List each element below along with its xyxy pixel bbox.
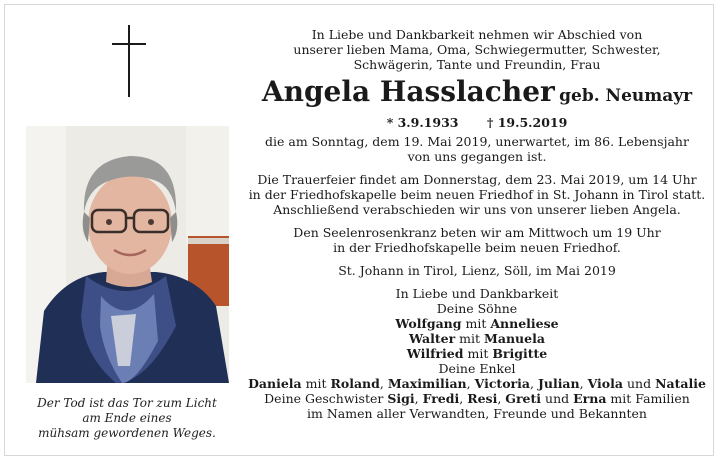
photo-caption	[18, 396, 236, 441]
und-word: und	[545, 391, 570, 406]
mit-word: mit	[305, 376, 327, 391]
grandchild-name: Julian	[537, 376, 580, 391]
sibling-name: Fredi	[422, 391, 460, 406]
closing-line: im Namen aller Verwandten, Freunde und Bekannten	[307, 406, 647, 421]
portrait-photo	[26, 126, 229, 383]
deceased-name	[248, 74, 706, 115]
mourners-opening: In Liebe und Dankbarkeit	[395, 286, 559, 301]
son-name: Wolfgang	[395, 316, 462, 331]
sibling-name: Resi	[467, 391, 498, 406]
siblings-suffix: mit Familien	[610, 391, 690, 406]
son-name: Wilfried	[406, 346, 464, 361]
funeral-line: Die Trauerfeier findet am Donnerstag, dem 23. Mai 2019, um 14 Uhr	[257, 172, 697, 187]
son-line	[248, 331, 706, 346]
intro-line: In Liebe und Dankbarkeit nehmen wir Abschied von	[311, 27, 643, 42]
intro-line: Schwägerin, Tante und Freundin, Frau	[353, 57, 601, 72]
funeral-line: Anschließend verabschieden wir uns von unserer lieben Angela.	[273, 202, 681, 217]
notice-text	[248, 27, 706, 421]
life-dates	[248, 115, 706, 130]
funeral-line: in der Friedhofskapelle beim neuen Friedhof in St. Johann in Tirol statt.	[248, 187, 706, 202]
grandchild-name: Victoria	[474, 376, 530, 391]
grandchild-name: Viola	[587, 376, 623, 391]
siblings-line: Deine Geschwister Sigi, Fredi, Resi, Greti und Erna mit Familien	[264, 391, 690, 406]
death-notice-line: von uns gegangen ist.	[407, 149, 547, 164]
und-word: und	[626, 376, 652, 391]
mit-word: mit	[467, 346, 489, 361]
cross-icon	[112, 25, 146, 97]
name-suffix: geb. Neumayr	[559, 86, 693, 106]
son-name: Walter	[409, 331, 456, 346]
grandchildren-line: Daniela mit Roland, Maximilian, Victoria, Julian, Viola und Natalie	[248, 376, 706, 391]
rosary-line: Den Seelenrosenkranz beten wir am Mittwoch um 19 Uhr	[293, 225, 661, 240]
caption-line: am Ende eines	[82, 411, 172, 425]
sons-label: Deine Söhne	[436, 301, 518, 316]
caption-line: Der Tod ist das Tor zum Licht	[37, 396, 217, 410]
sibling-name: Greti	[505, 391, 542, 406]
place-date: St. Johann in Tirol, Lienz, Söll, im Mai 2019	[338, 263, 616, 278]
grandchild-name: Roland	[330, 376, 380, 391]
intro-line: unserer lieben Mama, Oma, Schwiegermutter, Schwester,	[293, 42, 661, 57]
mit-word: mit	[465, 316, 487, 331]
sibling-name: Sigi	[387, 391, 415, 406]
rosary-line: in der Friedhofskapelle beim neuen Friedhof.	[333, 240, 621, 255]
death-notice-line: die am Sonntag, dem 19. Mai 2019, unerwartet, im 86. Lebensjahr	[265, 134, 689, 149]
siblings-prefix: Deine Geschwister	[264, 391, 384, 406]
grandchild-name: Natalie	[655, 376, 706, 391]
grandchildren-label: Deine Enkel	[438, 361, 516, 376]
son-partner: Manuela	[484, 331, 545, 346]
son-partner: Anneliese	[490, 316, 559, 331]
sibling-name: Erna	[573, 391, 607, 406]
caption-line: mühsam gewordenen Weges.	[38, 426, 216, 440]
death-date: † 19.5.2019	[486, 115, 568, 130]
birth-date: * 3.9.1933	[386, 115, 459, 130]
grandchild-name: Daniela	[248, 376, 302, 391]
son-line	[248, 346, 706, 361]
son-line	[248, 316, 706, 331]
grandchild-name: Maximilian	[387, 376, 467, 391]
son-partner: Brigitte	[492, 346, 548, 361]
mit-word: mit	[459, 331, 481, 346]
name-main: Angela Hasslacher	[261, 75, 555, 108]
